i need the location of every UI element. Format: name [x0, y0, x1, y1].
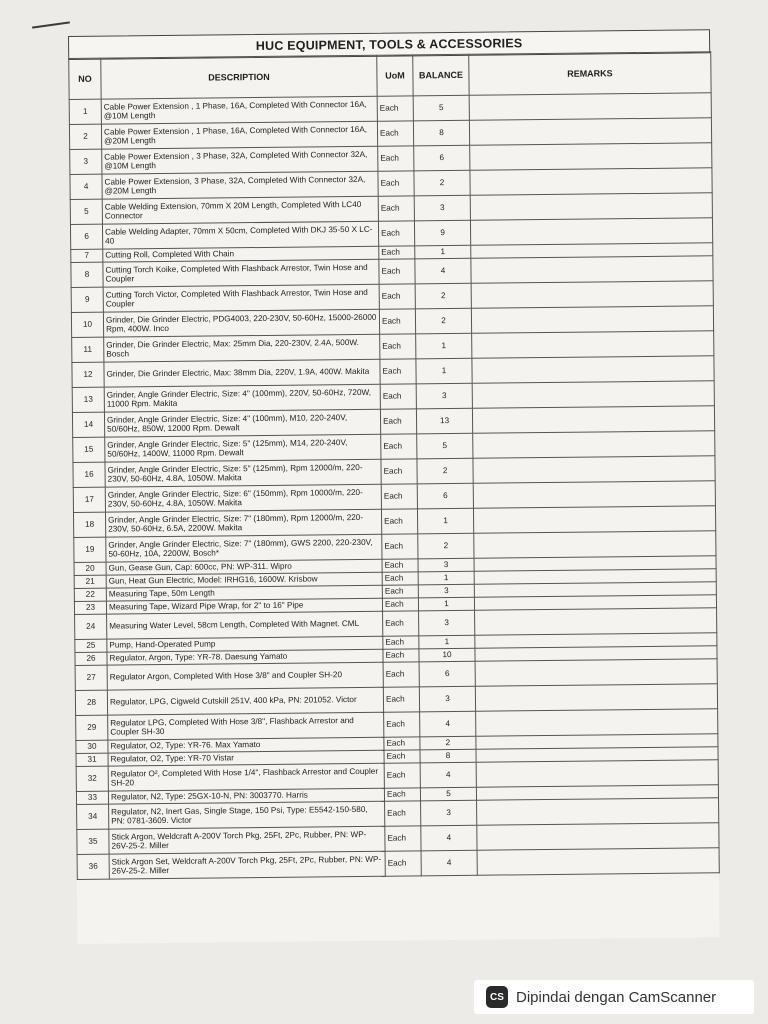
row-description: Cutting Torch Koike, Completed With Flashback Arrestor, Twin Hose and Coupler	[103, 259, 379, 287]
row-remarks	[477, 848, 719, 876]
row-number: 25	[75, 639, 107, 652]
row-number: 29	[76, 715, 108, 740]
row-balance: 6	[419, 661, 475, 687]
row-uom: Each	[383, 611, 419, 636]
row-uom: Each	[383, 687, 419, 712]
row-balance: 13	[416, 408, 472, 434]
row-description: Regulator, LPG, Cigweld Cutskill 251V, 400 kPa, PN: 201052. Victor	[107, 687, 383, 715]
row-uom: Each	[383, 662, 419, 687]
row-remarks	[469, 118, 711, 146]
row-description: Regulator O², Completed With Hose 1/4", Flashback Arrestor and Coupler SH-20	[108, 763, 384, 791]
row-number: 20	[74, 562, 106, 575]
row-uom: Each	[383, 636, 419, 649]
document-sheet	[68, 29, 719, 944]
row-remarks	[472, 406, 714, 434]
row-description: Grinder, Die Grinder Electric, PDG4003, 220-230V, 50-60Hz, 15000-26000 Rpm, 400W. Inco	[103, 309, 379, 337]
row-description: Regulator, N2, Type: 25GX-10-N, PN: 3003770. Harris	[108, 788, 384, 804]
row-uom: Each	[378, 171, 414, 196]
row-number: 3	[70, 149, 102, 174]
header-uom: UoM	[377, 55, 413, 96]
row-remarks	[473, 431, 715, 459]
row-description: Cutting Torch Victor, Completed With Flashback Arrestor, Twin Hose and Coupler	[103, 284, 379, 312]
row-description: Grinder, Angle Grinder Electric, Size: 7" (180mm), GWS 2200, 220-230V, 50-60Hz, 10A, 2200W, Bosch*	[106, 534, 382, 562]
row-balance: 5	[413, 95, 469, 121]
row-description: Measuring Tape, Wizard Pipe Wrap, for 2" to 16" Pipe	[106, 598, 382, 614]
header-no: NO	[69, 58, 101, 99]
header-description: DESCRIPTION	[101, 55, 377, 99]
row-uom: Each	[382, 534, 418, 559]
row-balance: 3	[418, 558, 474, 572]
table-header-row	[69, 52, 711, 100]
row-balance: 5	[417, 433, 473, 459]
table-body	[69, 93, 719, 880]
row-number: 18	[73, 512, 105, 537]
row-balance: 2	[418, 533, 474, 559]
row-description: Regulator, N2, Inert Gas, Single Stage, 150 Psi, Type: E5542-150-580, PN: 0781-3609. Victor	[109, 801, 385, 829]
row-number: 21	[74, 575, 106, 588]
row-description: Regulator LPG, Completed With Hose 3/8", Flashback Arrestor and Coupler SH-30	[108, 712, 384, 740]
row-uom: Each	[378, 196, 414, 221]
row-description: Cable Power Extension , 3 Phase, 32A, Completed With Connector 32A, @10M Length	[102, 146, 378, 174]
row-remarks	[472, 356, 714, 384]
row-number: 27	[75, 665, 107, 690]
table-row	[77, 848, 719, 880]
row-number: 17	[73, 487, 105, 512]
camscanner-label: Dipindai dengan CamScanner	[516, 988, 717, 1006]
row-number: 23	[74, 601, 106, 614]
row-balance: 3	[418, 584, 474, 598]
row-description: Cable Power Extension , 1 Phase, 16A, Completed With Connector 16A, @20M Length	[101, 121, 377, 149]
row-number: 2	[69, 124, 101, 149]
row-description: Grinder, Angle Grinder Electric, Size: 5" (125mm), M14, 220-240V, 50/60Hz, 1400W, 11000 Rpm. Dewalt	[105, 434, 381, 462]
row-remarks	[475, 684, 717, 712]
row-balance: 2	[414, 170, 470, 196]
row-uom: Each	[377, 121, 413, 146]
row-description: Pump, Hand-Operated Pump	[107, 636, 383, 652]
row-number: 5	[70, 199, 102, 224]
row-number: 34	[77, 804, 109, 829]
row-remarks	[473, 456, 715, 484]
row-number: 7	[71, 249, 103, 262]
row-remarks	[472, 331, 714, 359]
row-remarks	[475, 659, 717, 687]
row-uom: Each	[377, 96, 413, 121]
row-description: Regulator, O2, Type: YR-70 Vistar	[108, 750, 384, 766]
row-uom: Each	[379, 309, 415, 334]
row-remarks	[477, 798, 719, 826]
row-number: 8	[71, 262, 103, 287]
row-uom: Each	[381, 459, 417, 484]
row-description: Stick Argon, Weldcraft A-200V Torch Pkg, 25Ft, 2Pc, Rubber, PN: WP-26V-25-2. Miller	[109, 826, 385, 854]
row-balance: 1	[418, 597, 474, 611]
row-description: Cutting Roll, Completed With Chain	[103, 246, 379, 262]
row-description: Grinder, Angle Grinder Electric, Size: 6" (150mm), Rpm 10000/m, 220-230V, 50-60Hz, 4.8A, 1050W. Makita	[105, 484, 381, 512]
row-description: Cable Power Extension, 3 Phase, 32A, Completed With Connector 32A, @20M Length	[102, 171, 378, 199]
row-balance: 1	[417, 508, 473, 534]
row-balance: 2	[415, 308, 471, 334]
row-uom: Each	[381, 434, 417, 459]
row-number: 13	[72, 387, 104, 412]
row-uom: Each	[378, 146, 414, 171]
row-description: Stick Argon Set, Weldcraft A-200V Torch Pkg, 25Ft, 2Pc, Rubber, PN: WP-26V-25-2. Miller	[109, 851, 385, 879]
row-remarks	[476, 760, 718, 788]
row-number: 35	[77, 829, 109, 854]
row-balance: 1	[416, 358, 472, 384]
row-uom: Each	[384, 712, 420, 737]
row-number: 32	[76, 766, 108, 791]
row-number: 10	[71, 312, 103, 337]
row-uom: Each	[379, 284, 415, 309]
row-uom: Each	[380, 334, 416, 359]
row-description: Regulator, Argon, Type: YR-78. Daesung Yamato	[107, 649, 383, 665]
equipment-table	[68, 51, 720, 880]
row-number: 16	[73, 462, 105, 487]
row-description: Grinder, Angle Grinder Electric, Size: 4" (100mm), M10, 220-240V, 50/60Hz, 850W, 12000 Rpm. Dewalt	[104, 409, 380, 437]
row-uom: Each	[382, 598, 418, 611]
row-uom: Each	[384, 750, 420, 763]
row-remarks	[473, 481, 715, 509]
row-number: 15	[73, 437, 105, 462]
row-description: Regulator Argon, Completed With Hose 3/8" and Coupler SH-20	[107, 662, 383, 690]
row-uom: Each	[378, 221, 414, 246]
row-description: Measuring Tape, 50m Length	[106, 585, 382, 601]
row-description: Regulator, O2, Type: YR-76. Max Yamato	[108, 737, 384, 753]
header-remarks: REMARKS	[469, 52, 711, 96]
row-number: 14	[72, 412, 104, 437]
row-number: 36	[77, 854, 109, 879]
row-balance: 6	[417, 483, 473, 509]
row-balance: 4	[421, 825, 477, 851]
row-number: 1	[69, 99, 101, 124]
row-balance: 3	[421, 800, 477, 826]
row-number: 24	[75, 614, 107, 639]
document-title: HUC EQUIPMENT, TOOLS & ACCESSORIES	[68, 29, 710, 60]
row-balance: 1	[419, 635, 475, 649]
row-uom: Each	[385, 801, 421, 826]
row-uom: Each	[380, 409, 416, 434]
row-remarks	[470, 193, 712, 221]
row-balance: 2	[420, 736, 476, 750]
row-description: Cable Power Extension , 1 Phase, 16A, Completed With Connector 16A, @10M Length	[101, 96, 377, 124]
row-description: Grinder, Die Grinder Electric, Max: 38mm Dia, 220V, 1.9A, 400W. Makita	[104, 359, 380, 387]
row-balance: 5	[420, 787, 476, 801]
row-description: Cable Welding Adapter, 70mm X 50cm, Completed With DKJ 35-50 X LC-40	[102, 221, 378, 249]
row-uom: Each	[380, 359, 416, 384]
row-uom: Each	[383, 649, 419, 662]
row-balance: 1	[415, 245, 471, 259]
row-remarks	[472, 381, 714, 409]
row-uom: Each	[380, 384, 416, 409]
row-remarks	[471, 281, 713, 309]
row-balance: 4	[420, 711, 476, 737]
row-balance: 1	[418, 571, 474, 585]
row-remarks	[473, 506, 715, 534]
row-number: 30	[76, 740, 108, 753]
row-description: Gun, Gease Gun, Cap: 600cc, PN: WP-311. Wipro	[106, 559, 382, 575]
row-description: Grinder, Angle Grinder Electric, Size: 5" (125mm), Rpm 12000/m, 220-230V, 50-60Hz, 4.8A, 1050W. Makita	[105, 459, 381, 487]
row-number: 4	[70, 174, 102, 199]
row-remarks	[470, 143, 712, 171]
row-uom: Each	[384, 737, 420, 750]
row-balance: 4	[415, 258, 471, 284]
row-uom: Each	[379, 259, 415, 284]
row-uom: Each	[382, 585, 418, 598]
row-uom: Each	[385, 826, 421, 851]
row-uom: Each	[385, 851, 421, 876]
row-remarks	[470, 168, 712, 196]
row-number: 9	[71, 287, 103, 312]
row-balance: 10	[419, 648, 475, 662]
row-uom: Each	[381, 484, 417, 509]
row-description: Gun, Heat Gun Electric, Model: IRHG16, 1600W. Krisbow	[106, 572, 382, 588]
row-number: 33	[76, 791, 108, 804]
row-number: 12	[72, 362, 104, 387]
row-balance: 8	[413, 120, 469, 146]
row-remarks	[477, 823, 719, 851]
row-remarks	[471, 306, 713, 334]
row-uom: Each	[382, 572, 418, 585]
row-number: 26	[75, 652, 107, 665]
row-balance: 2	[415, 283, 471, 309]
row-balance: 3	[419, 686, 475, 712]
row-remarks	[476, 709, 718, 737]
row-number: 28	[75, 690, 107, 715]
row-number: 31	[76, 753, 108, 766]
row-uom: Each	[384, 763, 420, 788]
row-description: Grinder, Die Grinder Electric, Max: 25mm Dia, 220-230V, 2.4A, 500W. Bosch	[104, 334, 380, 362]
row-remarks	[470, 218, 712, 246]
row-remarks	[474, 531, 716, 559]
row-balance: 9	[414, 220, 470, 246]
row-uom: Each	[379, 246, 415, 259]
header-balance: BALANCE	[413, 54, 469, 96]
row-balance: 6	[414, 145, 470, 171]
row-number: 11	[72, 337, 104, 362]
row-balance: 3	[416, 383, 472, 409]
row-balance: 4	[421, 850, 477, 876]
row-description: Cable Welding Extension, 70mm X 20M Length, Completed With LC40 Connector	[102, 196, 378, 224]
row-number: 19	[74, 537, 106, 562]
row-remarks	[475, 608, 717, 636]
row-balance: 2	[417, 458, 473, 484]
row-description: Grinder, Angle Grinder Electric, Size: 4" (100mm), 220V, 50-60Hz, 720W, 11000 Rpm. Makita	[104, 384, 380, 412]
row-balance: 8	[420, 749, 476, 763]
pen-mark	[32, 21, 70, 28]
row-balance: 1	[416, 333, 472, 359]
row-balance: 3	[414, 195, 470, 221]
row-remarks	[469, 93, 711, 121]
row-number: 6	[70, 224, 102, 249]
row-uom: Each	[381, 509, 417, 534]
camscanner-watermark	[474, 980, 754, 1014]
row-balance: 4	[420, 762, 476, 788]
row-number: 22	[74, 588, 106, 601]
row-remarks	[471, 256, 713, 284]
row-balance: 3	[419, 610, 475, 636]
row-uom: Each	[382, 559, 418, 572]
row-description: Measuring Water Level, 58cm Length, Completed With Magnet. CML	[107, 611, 383, 639]
row-uom: Each	[384, 788, 420, 801]
camscanner-icon: CS	[486, 986, 508, 1008]
row-description: Grinder, Angle Grinder Electric, Size: 7" (180mm), Rpm 12000/m, 220-230V, 50-60Hz, 6.5A, 2200W. Makita	[105, 509, 381, 537]
